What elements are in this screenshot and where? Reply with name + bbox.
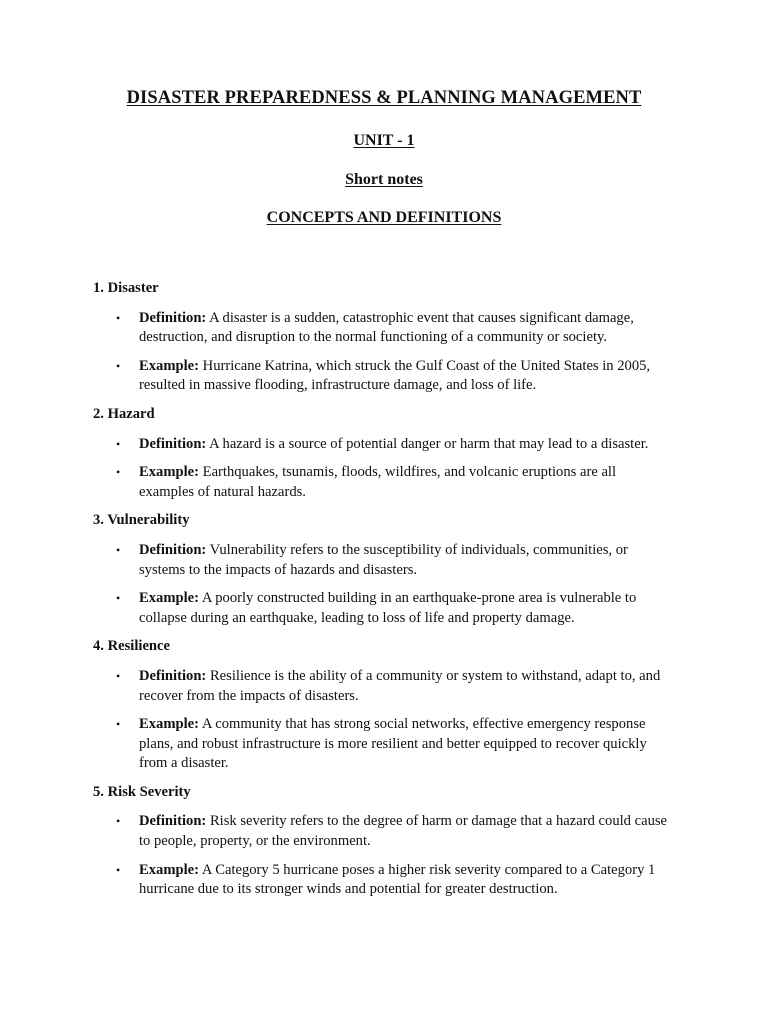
section-disaster xyxy=(93,279,673,396)
bullet-list xyxy=(93,812,673,899)
bullet-icon: • xyxy=(116,436,121,451)
topic-heading: CONCEPTS AND DEFINITIONS xyxy=(266,209,502,226)
definition-text: A disaster is a sudden, catastrophic event that causes significant damage, destruction, and disruption to the normal functioning of a community or society. xyxy=(139,309,634,346)
notes-body xyxy=(93,279,673,909)
bullet-icon: • xyxy=(116,591,121,606)
bullet-icon: • xyxy=(116,465,121,480)
section-hazard xyxy=(93,405,673,502)
example-item xyxy=(93,463,673,502)
definition-item xyxy=(93,309,673,348)
example-label: Example: xyxy=(139,590,199,607)
definition-text: Vulnerability refers to the susceptibility of individuals, communities, or systems to the impacts of hazards and disasters. xyxy=(139,541,628,578)
definition-label: Definition: xyxy=(139,435,207,452)
bullet-icon: • xyxy=(116,717,121,732)
definition-item xyxy=(93,812,673,851)
bullet-icon: • xyxy=(116,668,121,683)
definition-text: A hazard is a source of potential danger or harm that may lead to a disaster. xyxy=(206,435,649,452)
example-text: A poorly constructed building in an earthquake-prone area is vulnerable to collapse during an earthquake, leading to loss of life and property damage. xyxy=(139,590,637,626)
definition-text: Risk severity refers to the degree of harm or damage that a hazard could cause to people, property, or the environment. xyxy=(139,813,668,850)
definition-label: Definition: xyxy=(139,309,207,326)
section-heading: 5. Risk Severity xyxy=(93,783,191,800)
bullet-icon: • xyxy=(116,814,121,829)
example-item xyxy=(93,861,673,900)
example-text: A community that has strong social networks, effective emergency response plans, and robust infrastructure is more resilient and better equipped to recover quickly from a disaster. xyxy=(139,716,647,772)
section-heading: 2. Hazard xyxy=(93,405,155,422)
definition-label: Definition: xyxy=(139,541,207,558)
example-label: Example: xyxy=(139,357,199,374)
example-label: Example: xyxy=(139,861,199,878)
subtitle-heading: Short notes xyxy=(345,171,423,188)
document-title: DISASTER PREPAREDNESS & PLANNING MANAGEMENT xyxy=(126,88,642,108)
bullet-icon: • xyxy=(116,310,121,325)
section-heading: 4. Resilience xyxy=(93,638,171,655)
bullet-icon: • xyxy=(116,862,121,877)
bullet-list xyxy=(93,667,673,774)
example-item xyxy=(93,357,673,396)
example-label: Example: xyxy=(139,464,199,481)
bullet-icon: • xyxy=(116,542,121,557)
example-label: Example: xyxy=(139,716,199,733)
definition-label: Definition: xyxy=(139,667,207,684)
bullet-list xyxy=(93,541,673,628)
definition-item xyxy=(93,667,673,706)
example-item xyxy=(93,715,673,774)
example-text: A Category 5 hurricane poses a higher risk severity compared to a Category 1 hurricane due to its stronger winds and potential for greater destruction. xyxy=(139,861,656,898)
section-heading: 1. Disaster xyxy=(93,280,159,296)
bullet-list xyxy=(93,435,673,503)
definition-text: Resilience is the ability of a community or system to withstand, adapt to, and recover from the impacts of disasters. xyxy=(139,667,661,704)
example-item xyxy=(93,589,673,628)
bullet-icon: • xyxy=(116,358,121,373)
bullet-list xyxy=(93,309,673,396)
section-vulnerability xyxy=(93,511,673,628)
unit-heading: UNIT - 1 xyxy=(353,132,415,149)
section-resilience xyxy=(93,637,673,774)
example-text: Hurricane Katrina, which struck the Gulf Coast of the United States in 2005, resulted in massive flooding, infrastructure damage, and loss of life. xyxy=(139,357,651,394)
definition-item xyxy=(93,541,673,580)
section-heading: 3. Vulnerability xyxy=(93,512,190,529)
section-risk-severity xyxy=(93,783,673,900)
example-text: Earthquakes, tsunamis, floods, wildfires, and volcanic eruptions are all examples of natural hazards. xyxy=(139,464,617,500)
definition-label: Definition: xyxy=(139,813,207,830)
definition-item xyxy=(93,435,673,455)
